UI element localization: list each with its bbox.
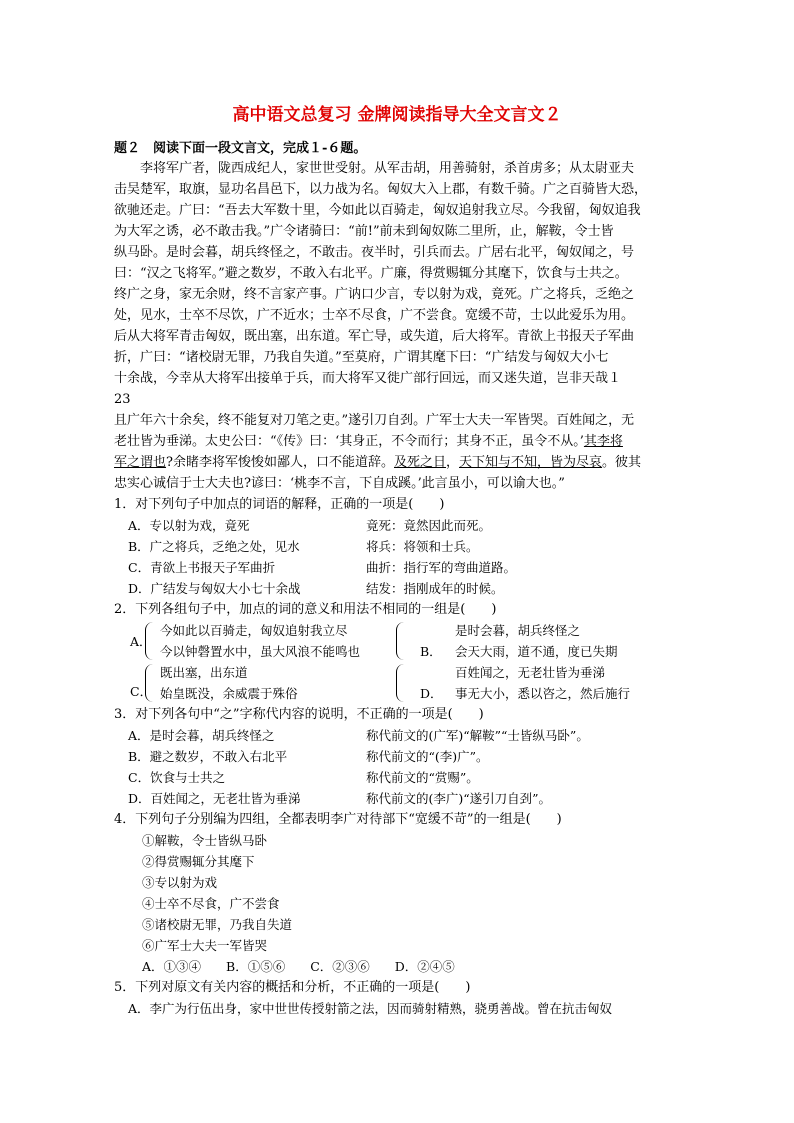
q2-label-a: A． xyxy=(130,634,152,649)
q4-choices: A．①③④ B．①⑤⑥ C．②③⑥ D．②④⑤ xyxy=(142,959,455,974)
q3-option-c: C．饮食与士共之 xyxy=(128,770,226,785)
passage-line: 忠实心诚信于士大夫也?谚曰：‘桃李不言，下自成蹊。’此言虽小，可以谕大也。” xyxy=(114,476,565,491)
q3-option-d: D．百姓闻之，无老壮皆为垂涕 xyxy=(128,791,301,806)
q2-label-d: D． xyxy=(420,686,443,701)
q1-option-a: A．专以射为戏，竟死 xyxy=(128,518,250,533)
q2-brace-d xyxy=(396,664,405,702)
q2-b-line-1: 是时会暮，胡兵终怪之 xyxy=(455,623,581,638)
q4-item: ⑥广军士大夫一军皆哭 xyxy=(142,938,268,953)
question-4-stem: 4．下列句子分别编为四组，全都表明李广对待部下“宽缓不苛”的一组是( ) xyxy=(114,812,562,827)
passage-line: 23 xyxy=(114,392,131,407)
q1-option-c-note: 曲折：指行军的弯曲道路。 xyxy=(366,560,517,575)
section-heading: 题２ 阅读下面一段文言文，完成１-６题。 xyxy=(114,141,367,156)
q2-a-line-2: 今以钟磬置水中，虽大风浪不能鸣也 xyxy=(160,644,361,659)
passage-line: 处，见水，士卒不尽饮，广不近水；士卒不尽食，广不尝食。宽缓不苛，士以此爱乐为用。 xyxy=(114,308,635,323)
q2-b-line-2: 会天大雨，道不通，度已失期 xyxy=(455,644,618,659)
q4-item: ④士卒不尽食，广不尝食 xyxy=(142,896,280,911)
passage-line: 老壮皆为垂涕。太史公曰：“《传》曰：‘其身正，不令而行；其身不正，虽令不从。’其李将 xyxy=(114,434,623,449)
q4-item: ②得赏赐辄分其麾下 xyxy=(142,854,255,869)
q1-option-d-note: 结发：指刚成年的时候。 xyxy=(366,581,504,596)
passage-line: 且广年六十余矣，终不能复对刀笔之吏。”遂引刀自刭。广军士大夫一军皆哭。百姓闻之，无 xyxy=(114,413,635,428)
q2-c-line-1: 既出塞，出东道 xyxy=(160,665,248,680)
q1-option-c: C．青欲上书报天子军曲折 xyxy=(128,560,276,575)
q3-option-c-note: 称代前文的“赏赐”。 xyxy=(366,770,479,785)
q2-label-b: B． xyxy=(420,644,442,659)
passage-line: 欲驰还走。广曰：“吾去大军数十里，今如此以百骑走，匈奴追射我立尽。今我留，匈奴追我 xyxy=(114,203,641,218)
passage-line: 折，广曰：“诸校尉无罪，乃我自失道。”至莫府，广谓其麾下曰：“广结发与匈奴大小七 xyxy=(114,350,609,365)
passage-line: 为大军之诱，必不敢击我。”广令诸骑曰：“前!”前未到匈奴陈二里所，止，解鞍，令士皆 xyxy=(114,224,614,239)
q2-d-line-1: 百姓闻之，无老壮皆为垂涕 xyxy=(455,665,606,680)
q1-option-b: B．广之将兵，乏绝之处，见水 xyxy=(128,539,300,554)
q2-brace-c xyxy=(145,664,154,702)
passage-line: 李将军广者，陇西成纪人，家世世受射。从军击胡，用善骑射，杀首虏多；从太尉亚夫 xyxy=(140,161,635,176)
q5-option-a: A．李广为行伍出身，家中世世传授射箭之法，因而骑射精熟，骁勇善战。曾在抗击匈奴 xyxy=(128,1001,613,1016)
q3-option-a-note: 称代前文的(广军)“解鞍”“士皆纵马卧”。 xyxy=(366,728,589,743)
question-1-stem: 1．对下列句子中加点的词语的解释，正确的一项是( ) xyxy=(114,497,445,512)
q3-option-d-note: 称代前文的(李广)“遂引刀自刭”。 xyxy=(366,791,552,806)
q4-item: ①解鞍，令士皆纵马卧 xyxy=(142,833,268,848)
passage-line: 十余战，今幸从大将军出接单于兵，而大将军又徙广部行回远，而又迷失道，岂非天哉１ xyxy=(114,371,622,386)
q2-c-line-2: 始皇既没，余威震于殊俗 xyxy=(160,686,298,701)
q4-item: ⑤诸校尉无罪，乃我自失道 xyxy=(142,917,293,932)
passage-line: 击吴楚军，取旗，显功名昌邑下，以力战为名。匈奴大入上郡，有数千骑。广之百骑皆大恐， xyxy=(114,182,648,197)
q2-brace-b xyxy=(396,622,405,660)
q3-option-b-note: 称代前文的“(李)广”。 xyxy=(366,749,489,764)
q3-option-a: A．是时会暮，胡兵终怪之 xyxy=(128,728,275,743)
question-3-stem: 3．对下列各句中“之”字称代内容的说明，不正确的一项是( ) xyxy=(114,707,484,722)
q3-option-b: B．避之数岁，不敢入右北平 xyxy=(128,749,288,764)
question-5-stem: 5．下列对原文有关内容的概括和分析，不正确的一项是( ) xyxy=(114,980,471,995)
q1-option-a-note: 竟死：竟然因此而死。 xyxy=(366,518,492,533)
q4-item: ③专以射为戏 xyxy=(142,875,218,890)
document-title: 高中语文总复习 金牌阅读指导大全文言文２ xyxy=(232,105,562,125)
q2-d-line-2: 事无大小，悉以咨之，然后施行 xyxy=(455,686,631,701)
passage-line: 终广之身，家无余财，终不言家产事。广讷口少言，专以射为戏，竟死。广之将兵，乏绝之 xyxy=(114,287,635,302)
passage-line: 纵马卧。是时会暮，胡兵终怪之，不敢击。夜半时，引兵而去。广居右北平，匈奴闻之，号 xyxy=(114,245,635,260)
question-2-stem: 2．下列各组句子中，加点的词的意义和用法不相同的一组是( ) xyxy=(114,602,497,617)
q1-option-b-note: 将兵：将领和士兵。 xyxy=(366,539,479,554)
q2-brace-a xyxy=(145,622,154,660)
passage-line: 军之谓也?余睹李将军悛悛如鄙人，口不能道辞。及死之日，天下知与不知，皆为尽哀。彼其 xyxy=(114,455,642,470)
passage-line: 后从大将军青击匈奴，既出塞，出东道。军亡导，或失道，后大将军。青欲上书报天子军曲 xyxy=(114,329,635,344)
q1-option-d: D．广结发与匈奴大小七十余战 xyxy=(128,581,301,596)
passage-line: 曰：“汉之飞将军。”避之数岁，不敢入右北平。广廉，得赏赐辄分其麾下，饮食与士共之。 xyxy=(114,266,628,281)
q2-label-c: C． xyxy=(130,684,153,699)
q2-a-line-1: 今如此以百骑走，匈奴追射我立尽 xyxy=(160,623,348,638)
